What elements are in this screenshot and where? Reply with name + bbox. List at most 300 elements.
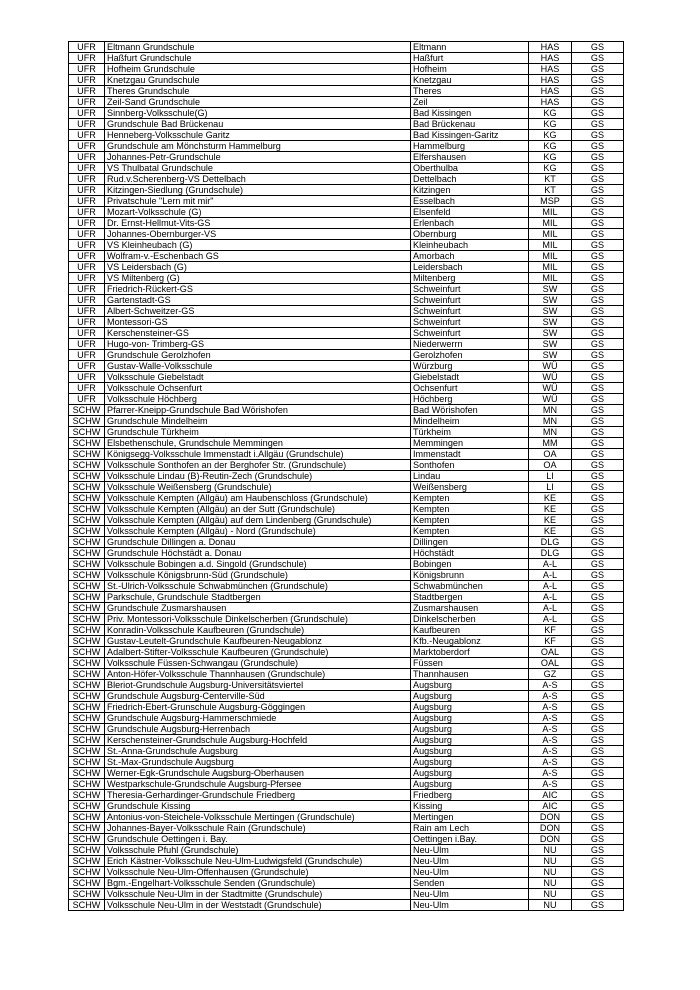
table-row: [69, 108, 624, 119]
school-name-cell: Theresia-Gerhardinger-Grundschule Friedberg: [105, 790, 411, 801]
table-row: [69, 97, 624, 108]
district-cell: HAS: [529, 75, 572, 86]
table-row: [69, 515, 624, 526]
table-row: [69, 75, 624, 86]
city-cell: Miltenberg: [411, 273, 529, 284]
city-cell: Augsburg: [411, 757, 529, 768]
region-cell: UFR: [69, 295, 105, 306]
school-name-cell: Volksschule Bobingen a.d. Singold (Grundschule): [105, 559, 411, 570]
region-cell: UFR: [69, 229, 105, 240]
district-cell: A-L: [529, 570, 572, 581]
school-type-cell: GS: [572, 515, 624, 526]
district-cell: NU: [529, 889, 572, 900]
region-cell: UFR: [69, 185, 105, 196]
school-type-cell: GS: [572, 713, 624, 724]
school-type-cell: GS: [572, 471, 624, 482]
district-cell: A-L: [529, 614, 572, 625]
region-cell: SCHW: [69, 856, 105, 867]
table-row: [69, 240, 624, 251]
school-type-cell: GS: [572, 152, 624, 163]
region-cell: SCHW: [69, 691, 105, 702]
district-cell: MN: [529, 427, 572, 438]
school-name-cell: Grundschule Bad Brückenau: [105, 119, 411, 130]
school-name-cell: Königsegg-Volksschule Immenstadt i.Allgäu (Grundschule): [105, 449, 411, 460]
table-row: [69, 416, 624, 427]
city-cell: Knetzgau: [411, 75, 529, 86]
city-cell: Ochsenfurt: [411, 383, 529, 394]
city-cell: Augsburg: [411, 746, 529, 757]
region-cell: UFR: [69, 64, 105, 75]
table-row: [69, 647, 624, 658]
region-cell: UFR: [69, 196, 105, 207]
region-cell: SCHW: [69, 427, 105, 438]
table-row: [69, 207, 624, 218]
school-name-cell: Volksschule Neu-Ulm in der Stadtmitte (Grundschule): [105, 889, 411, 900]
table-row: [69, 581, 624, 592]
city-cell: Schweinfurt: [411, 284, 529, 295]
school-name-cell: Volksschule Sonthofen an der Berghofer Str. (Grundschule): [105, 460, 411, 471]
table-row: [69, 834, 624, 845]
region-cell: SCHW: [69, 438, 105, 449]
district-cell: DLG: [529, 548, 572, 559]
school-table-body: [69, 42, 624, 911]
city-cell: Haßfurt: [411, 53, 529, 64]
city-cell: Schwabmünchen: [411, 581, 529, 592]
school-name-cell: Volksschule Weißensberg (Grundschule): [105, 482, 411, 493]
school-name-cell: Westparkschule-Grundschule Augsburg-Pfersee: [105, 779, 411, 790]
school-type-cell: GS: [572, 603, 624, 614]
city-cell: Zusmarshausen: [411, 603, 529, 614]
school-type-cell: GS: [572, 273, 624, 284]
school-name-cell: Adalbert-Stifter-Volksschule Kaufbeuren (Grundschule): [105, 647, 411, 658]
school-type-cell: GS: [572, 581, 624, 592]
region-cell: UFR: [69, 394, 105, 405]
school-type-cell: GS: [572, 75, 624, 86]
city-cell: Elfershausen: [411, 152, 529, 163]
region-cell: UFR: [69, 251, 105, 262]
table-row: [69, 867, 624, 878]
table-row: [69, 669, 624, 680]
table-row: [69, 471, 624, 482]
school-type-cell: GS: [572, 251, 624, 262]
district-cell: HAS: [529, 86, 572, 97]
school-type-cell: GS: [572, 647, 624, 658]
school-name-cell: Grundschule Zusmarshausen: [105, 603, 411, 614]
school-name-cell: Volksschule Neu-Ulm-Offenhausen (Grundschule): [105, 867, 411, 878]
school-name-cell: Volksschule Kempten (Allgäu) - Nord (Grundschule): [105, 526, 411, 537]
region-cell: UFR: [69, 207, 105, 218]
city-cell: Kfb.-Neugablonz: [411, 636, 529, 647]
region-cell: SCHW: [69, 680, 105, 691]
district-cell: HAS: [529, 53, 572, 64]
region-cell: SCHW: [69, 867, 105, 878]
district-cell: A-S: [529, 779, 572, 790]
city-cell: Kempten: [411, 504, 529, 515]
district-cell: A-L: [529, 592, 572, 603]
region-cell: UFR: [69, 42, 105, 53]
table-row: [69, 658, 624, 669]
city-cell: Mindelheim: [411, 416, 529, 427]
school-type-cell: GS: [572, 53, 624, 64]
table-row: [69, 482, 624, 493]
school-type-cell: GS: [572, 141, 624, 152]
table-row: [69, 306, 624, 317]
school-type-cell: GS: [572, 537, 624, 548]
city-cell: Hammelburg: [411, 141, 529, 152]
table-row: [69, 823, 624, 834]
table-row: [69, 218, 624, 229]
district-cell: KG: [529, 152, 572, 163]
region-cell: SCHW: [69, 889, 105, 900]
school-name-cell: Volksschule Füssen-Schwangau (Grundschule): [105, 658, 411, 669]
region-cell: SCHW: [69, 658, 105, 669]
school-name-cell: Bleriot-Grundschule Augsburg-Universitätsviertel: [105, 680, 411, 691]
school-name-cell: Werner-Egk-Grundschule Augsburg-Oberhausen: [105, 768, 411, 779]
school-name-cell: Eltmann Grundschule: [105, 42, 411, 53]
school-name-cell: Konradin-Volksschule Kaufbeuren (Grundschule): [105, 625, 411, 636]
district-cell: NU: [529, 845, 572, 856]
table-row: [69, 724, 624, 735]
school-name-cell: Grundschule Oettingen i. Bay.: [105, 834, 411, 845]
region-cell: SCHW: [69, 526, 105, 537]
district-cell: AIC: [529, 801, 572, 812]
school-type-cell: GS: [572, 625, 624, 636]
region-cell: SCHW: [69, 801, 105, 812]
school-type-cell: GS: [572, 845, 624, 856]
table-row: [69, 614, 624, 625]
school-type-cell: GS: [572, 889, 624, 900]
table-row: [69, 768, 624, 779]
region-cell: UFR: [69, 108, 105, 119]
school-name-cell: Volksschule Kempten (Allgäu) am Haubenschloss (Grundschule): [105, 493, 411, 504]
city-cell: Niederwerrn: [411, 339, 529, 350]
school-name-cell: Volksschule Königsbrunn-Süd (Grundschule): [105, 570, 411, 581]
school-name-cell: Albert-Schweitzer-GS: [105, 306, 411, 317]
school-name-cell: Johannes-Obernburger-VS: [105, 229, 411, 240]
school-name-cell: Kitzingen-Siedlung (Grundschule): [105, 185, 411, 196]
table-row: [69, 229, 624, 240]
district-cell: MIL: [529, 218, 572, 229]
district-cell: A-L: [529, 581, 572, 592]
table-row: [69, 878, 624, 889]
district-cell: MSP: [529, 196, 572, 207]
region-cell: SCHW: [69, 768, 105, 779]
table-row: [69, 372, 624, 383]
school-type-cell: GS: [572, 295, 624, 306]
school-name-cell: Parkschule, Grundschule Stadtbergen: [105, 592, 411, 603]
city-cell: Augsburg: [411, 713, 529, 724]
region-cell: SCHW: [69, 834, 105, 845]
school-type-cell: GS: [572, 680, 624, 691]
district-cell: KF: [529, 625, 572, 636]
table-row: [69, 592, 624, 603]
school-type-cell: GS: [572, 504, 624, 515]
city-cell: Neu-Ulm: [411, 856, 529, 867]
school-name-cell: Grundschule Augsburg-Hammerschmiede: [105, 713, 411, 724]
region-cell: UFR: [69, 240, 105, 251]
school-name-cell: Volksschule Ochsenfurt: [105, 383, 411, 394]
region-cell: UFR: [69, 218, 105, 229]
city-cell: Oettingen i.Bay.: [411, 834, 529, 845]
table-row: [69, 119, 624, 130]
district-cell: KE: [529, 526, 572, 537]
table-row: [69, 636, 624, 647]
school-type-cell: GS: [572, 185, 624, 196]
school-type-cell: GS: [572, 218, 624, 229]
school-name-cell: Henneberg-Volksschule Garitz: [105, 130, 411, 141]
district-cell: NU: [529, 900, 572, 911]
school-type-cell: GS: [572, 878, 624, 889]
city-cell: Friedberg: [411, 790, 529, 801]
table-row: [69, 889, 624, 900]
table-row: [69, 64, 624, 75]
district-cell: MIL: [529, 251, 572, 262]
district-cell: SW: [529, 306, 572, 317]
school-name-cell: Knetzgau Grundschule: [105, 75, 411, 86]
school-type-cell: GS: [572, 361, 624, 372]
table-row: [69, 460, 624, 471]
region-cell: UFR: [69, 75, 105, 86]
school-type-cell: GS: [572, 746, 624, 757]
table-row: [69, 845, 624, 856]
school-type-cell: GS: [572, 207, 624, 218]
city-cell: Schweinfurt: [411, 295, 529, 306]
district-cell: DLG: [529, 537, 572, 548]
school-name-cell: Sinnberg-Volksschule(G): [105, 108, 411, 119]
region-cell: UFR: [69, 130, 105, 141]
school-type-cell: GS: [572, 339, 624, 350]
city-cell: Giebelstadt: [411, 372, 529, 383]
school-type-cell: GS: [572, 240, 624, 251]
district-cell: MIL: [529, 229, 572, 240]
city-cell: Erlenbach: [411, 218, 529, 229]
region-cell: SCHW: [69, 746, 105, 757]
school-name-cell: Bgm.-Engelhart-Volksschule Senden (Grundschule): [105, 878, 411, 889]
school-type-cell: GS: [572, 119, 624, 130]
district-cell: MN: [529, 416, 572, 427]
table-row: [69, 900, 624, 911]
table-row: [69, 537, 624, 548]
table-row: [69, 174, 624, 185]
district-cell: A-S: [529, 702, 572, 713]
district-cell: SW: [529, 339, 572, 350]
school-name-cell: Kerschensteiner-GS: [105, 328, 411, 339]
table-row: [69, 493, 624, 504]
city-cell: Königsbrunn: [411, 570, 529, 581]
school-name-cell: Grundschule am Mönchsturm Hammelburg: [105, 141, 411, 152]
city-cell: Stadtbergen: [411, 592, 529, 603]
school-type-cell: GS: [572, 548, 624, 559]
region-cell: SCHW: [69, 493, 105, 504]
district-cell: KG: [529, 163, 572, 174]
school-type-cell: GS: [572, 856, 624, 867]
region-cell: SCHW: [69, 702, 105, 713]
city-cell: Theres: [411, 86, 529, 97]
school-name-cell: Grundschule Gerolzhofen: [105, 350, 411, 361]
district-cell: OAL: [529, 647, 572, 658]
district-cell: AIC: [529, 790, 572, 801]
school-name-cell: Grundschule Dillingen a. Donau: [105, 537, 411, 548]
region-cell: UFR: [69, 174, 105, 185]
region-cell: UFR: [69, 383, 105, 394]
school-name-cell: Volksschule Kempten (Allgäu) an der Sutt (Grundschule): [105, 504, 411, 515]
table-row: [69, 735, 624, 746]
city-cell: Höchstädt: [411, 548, 529, 559]
school-type-cell: GS: [572, 834, 624, 845]
city-cell: Bad Wörishofen: [411, 405, 529, 416]
school-name-cell: Volksschule Lindau (B)-Reutin-Zech (Grundschule): [105, 471, 411, 482]
district-cell: KG: [529, 119, 572, 130]
school-type-cell: GS: [572, 724, 624, 735]
school-type-cell: GS: [572, 262, 624, 273]
school-type-cell: GS: [572, 823, 624, 834]
table-row: [69, 559, 624, 570]
region-cell: SCHW: [69, 482, 105, 493]
region-cell: SCHW: [69, 790, 105, 801]
table-row: [69, 152, 624, 163]
table-row: [69, 702, 624, 713]
table-row: [69, 350, 624, 361]
city-cell: Sonthofen: [411, 460, 529, 471]
school-table: [68, 41, 624, 911]
school-type-cell: GS: [572, 757, 624, 768]
school-name-cell: Anton-Höfer-Volksschule Thannhausen (Grundschule): [105, 669, 411, 680]
school-name-cell: Grundschule Augsburg-Herrenbach: [105, 724, 411, 735]
table-row: [69, 856, 624, 867]
school-type-cell: GS: [572, 526, 624, 537]
table-row: [69, 295, 624, 306]
region-cell: SCHW: [69, 537, 105, 548]
school-type-cell: GS: [572, 768, 624, 779]
region-cell: SCHW: [69, 823, 105, 834]
city-cell: Oberthulba: [411, 163, 529, 174]
table-row: [69, 625, 624, 636]
school-name-cell: Gustav-Walle-Volksschule: [105, 361, 411, 372]
school-name-cell: Pfarrer-Kneipp-Grundschule Bad Wörishofen: [105, 405, 411, 416]
school-name-cell: Johannes-Bayer-Volksschule Rain (Grundschule): [105, 823, 411, 834]
region-cell: UFR: [69, 119, 105, 130]
district-cell: DON: [529, 812, 572, 823]
district-cell: MN: [529, 405, 572, 416]
school-type-cell: GS: [572, 702, 624, 713]
region-cell: SCHW: [69, 592, 105, 603]
table-row: [69, 185, 624, 196]
school-type-cell: GS: [572, 570, 624, 581]
table-row: [69, 757, 624, 768]
school-name-cell: St.-Ulrich-Volksschule Schwabmünchen (Grundschule): [105, 581, 411, 592]
district-cell: OA: [529, 460, 572, 471]
region-cell: UFR: [69, 97, 105, 108]
school-type-cell: GS: [572, 493, 624, 504]
district-cell: DON: [529, 834, 572, 845]
school-name-cell: Elsbethenschule, Grundschule Memmingen: [105, 438, 411, 449]
region-cell: SCHW: [69, 845, 105, 856]
school-type-cell: GS: [572, 163, 624, 174]
school-type-cell: GS: [572, 812, 624, 823]
school-name-cell: Grundschule Kissing: [105, 801, 411, 812]
region-cell: SCHW: [69, 504, 105, 515]
district-cell: KG: [529, 141, 572, 152]
district-cell: MIL: [529, 273, 572, 284]
school-type-cell: GS: [572, 86, 624, 97]
region-cell: SCHW: [69, 713, 105, 724]
table-row: [69, 449, 624, 460]
district-cell: WÜ: [529, 372, 572, 383]
city-cell: Kempten: [411, 526, 529, 537]
school-type-cell: GS: [572, 174, 624, 185]
district-cell: SW: [529, 284, 572, 295]
region-cell: UFR: [69, 350, 105, 361]
city-cell: Augsburg: [411, 724, 529, 735]
school-type-cell: GS: [572, 383, 624, 394]
school-type-cell: GS: [572, 658, 624, 669]
table-row: [69, 801, 624, 812]
school-name-cell: Gartenstadt-GS: [105, 295, 411, 306]
city-cell: Augsburg: [411, 768, 529, 779]
region-cell: UFR: [69, 284, 105, 295]
table-row: [69, 317, 624, 328]
region-cell: UFR: [69, 306, 105, 317]
region-cell: SCHW: [69, 515, 105, 526]
district-cell: LI: [529, 482, 572, 493]
district-cell: KE: [529, 493, 572, 504]
city-cell: Elsenfeld: [411, 207, 529, 218]
city-cell: Schweinfurt: [411, 306, 529, 317]
city-cell: Neu-Ulm: [411, 900, 529, 911]
region-cell: UFR: [69, 328, 105, 339]
city-cell: Füssen: [411, 658, 529, 669]
school-name-cell: Grundschule Mindelheim: [105, 416, 411, 427]
table-row: [69, 361, 624, 372]
city-cell: Bad Kissingen-Garitz: [411, 130, 529, 141]
region-cell: UFR: [69, 262, 105, 273]
school-type-cell: GS: [572, 427, 624, 438]
school-type-cell: GS: [572, 108, 624, 119]
city-cell: Schweinfurt: [411, 328, 529, 339]
district-cell: KG: [529, 130, 572, 141]
region-cell: SCHW: [69, 405, 105, 416]
city-cell: Bobingen: [411, 559, 529, 570]
city-cell: Esselbach: [411, 196, 529, 207]
school-name-cell: Theres Grundschule: [105, 86, 411, 97]
district-cell: A-S: [529, 746, 572, 757]
city-cell: Amorbach: [411, 251, 529, 262]
school-name-cell: Volksschule Giebelstadt: [105, 372, 411, 383]
district-cell: MM: [529, 438, 572, 449]
school-name-cell: Hofheim Grundschule: [105, 64, 411, 75]
district-cell: HAS: [529, 64, 572, 75]
table-row: [69, 746, 624, 757]
school-type-cell: GS: [572, 669, 624, 680]
city-cell: Bad Brückenau: [411, 119, 529, 130]
school-name-cell: Wolfram-v.-Eschenbach GS: [105, 251, 411, 262]
school-type-cell: GS: [572, 130, 624, 141]
region-cell: UFR: [69, 273, 105, 284]
district-cell: MIL: [529, 262, 572, 273]
table-row: [69, 812, 624, 823]
region-cell: SCHW: [69, 878, 105, 889]
city-cell: Immenstadt: [411, 449, 529, 460]
district-cell: NU: [529, 867, 572, 878]
school-name-cell: Gustav-Leutelt-Grundschule Kaufbeuren-Neugablonz: [105, 636, 411, 647]
table-row: [69, 163, 624, 174]
table-row: [69, 504, 624, 515]
school-name-cell: VS Thulbatal Grundschule: [105, 163, 411, 174]
region-cell: UFR: [69, 163, 105, 174]
city-cell: Bad Kissingen: [411, 108, 529, 119]
school-type-cell: GS: [572, 416, 624, 427]
city-cell: Höchberg: [411, 394, 529, 405]
